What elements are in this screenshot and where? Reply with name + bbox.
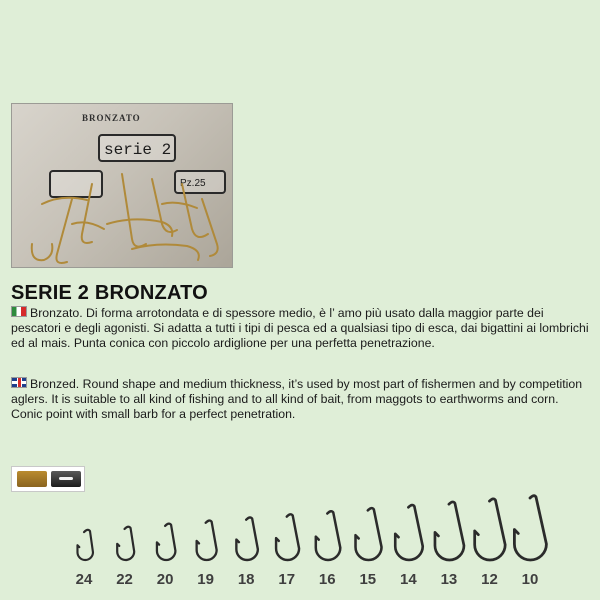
hook-size-16-icon [316,511,341,560]
hook-size-label: 18 [237,571,255,588]
hook-size-10-icon [514,496,546,560]
product-title: SERIE 2 BRONZATO [11,282,208,304]
hook-size-label: 20 [156,571,174,588]
hook-size-label: 16 [318,571,336,588]
hook-size-12-icon [475,499,506,560]
hook-size-19-icon [197,521,217,560]
hook-size-label: 22 [116,571,133,588]
hook-size-chart [0,476,600,570]
package-brand-text: BRONZATO [82,113,141,123]
package-pieces-label: Pz.25 [174,170,226,194]
hook-size-18-icon [236,517,258,560]
hook-size-13-icon [435,502,464,560]
hook-size-label: 19 [197,571,214,588]
hook-size-label: 15 [359,571,377,588]
loose-hooks-illustration [12,104,233,268]
english-description [11,377,591,422]
hook-size-label: 24 [75,571,93,588]
uk-flag-icon [11,377,27,388]
hook-size-label: 17 [278,571,296,588]
italian-description-text: Bronzato. Di forma arrotondata e di spessore medio, è l’ amo più usato dalla maggior parte dei pescatori e degli agonisti. Si adatta a tutti i tipi di pesca ed a qualsiasi tipo di esca, dai bigattini ai lombrichi ed al mais. Punta conica con piccolo ardiglione per una perfetta penetrazione. [11,306,589,350]
hook-size-24-icon [77,530,93,560]
hook-size-14-icon [395,505,423,560]
hook-size-label: 10 [521,571,539,588]
hook-size-label: 14 [400,571,417,588]
italian-description [11,306,591,351]
package-series-label: serie 2 [98,134,176,162]
hook-size-22-icon [117,527,134,560]
product-photo [11,103,233,268]
hook-size-15-icon [356,508,382,560]
hook-size-label: 12 [481,571,498,588]
hook-size-label: 13 [440,571,458,588]
hook-size-20-icon [157,524,176,560]
english-description-text: Bronzed. Round shape and medium thickness, it’s used by most part of fishermen and by competition aglers. It is suitable to all kind of fishing and to all kind of bait, from maggots to earthworms and corn. Conic point with small barb for a perfect penetration. [11,377,583,421]
italy-flag-icon [11,306,27,317]
hook-size-17-icon [276,514,299,560]
